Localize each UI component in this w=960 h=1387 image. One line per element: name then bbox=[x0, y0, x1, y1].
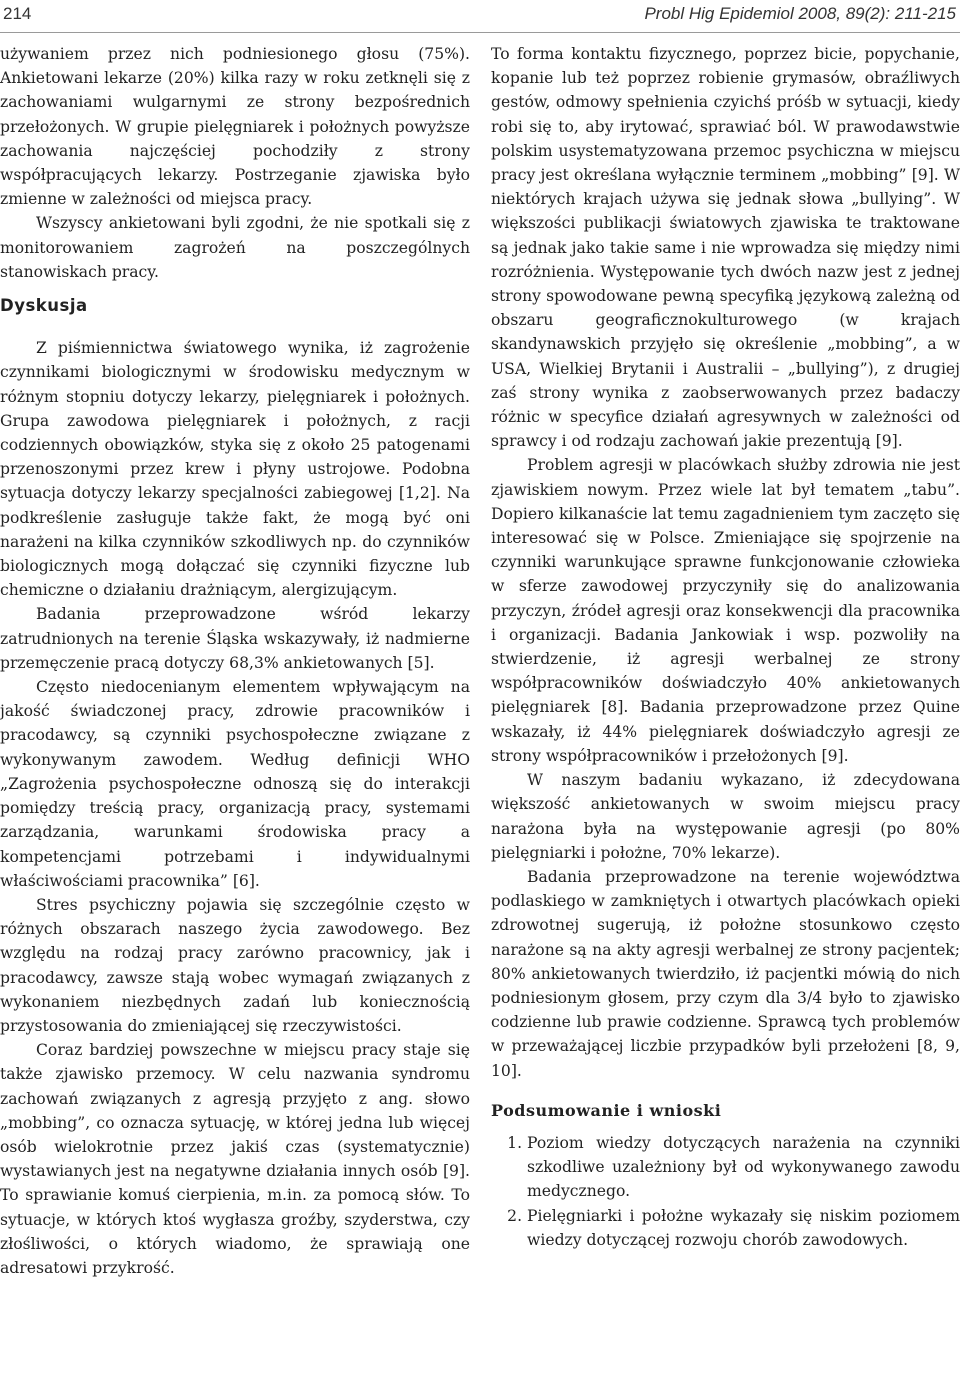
paragraph: Z piśmiennictwa światowego wynika, iż zagrożenie czynnikami biologicznymi w środowisku medycznym w różnym stopniu dotyczy lekarzy, pielęgniarek i położnych. Grupa zawodowa pielęgniarek i położnych, z racji codziennych obowiązków, styka się z około 25 patogenami przenoszonymi przez krew i płyny ustrojowe. Podobna sytuacja dotyczy lekarzy specjalności zabiegowej [1,2]. Na podkreślenie zasługuje także fakt, że mogą być oni narażeni na kilka czynników szkodliwych np. do czynników biologicznych mogą dołączać się czynniki fizyczne lub chemiczne o działaniu drażniącym, alergizującym. bbox=[0, 339, 470, 600]
conclusions-list bbox=[491, 1131, 960, 1252]
paragraph: Często niedocenianym elementem wpływającym na jakość świadczonej pracy, zdrowie pracowników i pracodawcy, są czynniki psychospołeczne związane z wykonywanym zawodem. Według definicji WHO „Zagrożenia psychospołeczne odnoszą się do interakcji pomiędzy treścią pracy, organizacją pracy, systemami zarządzania, warunkami środowiska pracy a kompetencjami potrzebami i indywidualnymi właściwościami pracownika” [6]. bbox=[0, 678, 470, 890]
paragraph: W naszym badaniu wykazano, iż zdecydowana większość ankietowanych w swoim miejscu pracy narażona była na występowanie agresji (po 80% pielęgniarki i położne, 70% lekarze). bbox=[491, 771, 960, 862]
journal-citation: Probl Hig Epidemiol 2008, 89(2): 211-215 bbox=[644, 4, 956, 23]
paragraph: używaniem przez nich podniesionego głosu (75%). Ankietowani lekarze (20%) kilka razy w roku zetknęli się z zachowaniami wulgarnymi ze strony bezpośrednich przełożonych. W grupie pielęgniarek i położnych powyższe zachowania najczęściej pochodziły z strony współpracujących lekarzy. Postrzeganie zjawiska było zmienne w zależności od miejsca pracy. bbox=[0, 45, 470, 209]
paragraph: Wszyscy ankietowani byli zgodni, że nie spotkali się z monitorowaniem zagrożeń na poszczególnych stanowiskach pracy. bbox=[0, 214, 470, 281]
paragraph: To forma kontaktu fizycznego, poprzez bicie, popychanie, kopanie lub też poprzez robienie grymasów, obraźliwych gestów, odmowy spełnienia czyichś próśb w sytuacji, kiedy robi się to, aby irytować, sprawiać ból. W prawodawstwie polskim usystematyzowana przemoc psychiczna w miejscu pracy jest określana wyłącznie terminem „mobbing” [9]. W niektórych krajach używa się jednak słowa „bullying”. W większości publikacji światowych zjawiska te traktowane są jednak jako takie same i nie wprowadza się między nimi rozróżnienia. Występowanie tych dwóch nazw jest z jednej strony spowodowane pewną specyfiką językową zależną od obszaru geograficznokulturowego (w krajach skandynawskich przyjęło się określenie „mobbing”, a w USA, Wielkiej Brytanii i Australii – „bullying”), z drugiej zaś strony wynika z zaobserwowanych przez badaczy różnic w specyfice działań agresywnych w zależności od sprawcy i od rodzaju zachowań jakie prezentują [9]. bbox=[491, 45, 960, 451]
right-column bbox=[491, 42, 960, 1252]
paragraph: Coraz bardziej powszechne w miejscu pracy staje się także zjawisko przemocy. W celu nazwania syndromu zachowań związanych z agresją przyjęto z ang. słowo „mobbing”, co oznacza sytuację, w której jedna lub więcej osób wielokrotnie przez jakiś czas (systematycznie) wystawianych jest na negatywne działania innych osób [9]. To sprawianie komuś cierpienia, m.in. za pomocą słów. To sytuacje, w których ktoś wygłasza groźby, szyderstwa, czy złośliwości, o których wiadomo, że sprawiają one adresatowi przykrość. bbox=[0, 1041, 470, 1277]
paragraph: Stres psychiczny pojawia się szczególnie często w różnych obszarach naszego życia zawodowego. Bez względu na rodzaj pracy zarówno pracownicy, jak i pracodawcy, zawsze stają wobec wymagań związanych z wykonaniem niezbędnych zadań lub koniecznością przystosowania do zmieniającej się rzeczywistości. bbox=[0, 895, 470, 1035]
page-number: 214 bbox=[3, 4, 32, 23]
paragraph: Problem agresji w placówkach służby zdrowia nie jest zjawiskiem nowym. Przez wiele lat był tematem „tabu”. Dopiero kilkanaście lat temu zagadnieniem tym zaczęto się interesować się w Polsce. Zmieniające się spojrzenie na czynniki warunkujące sprawne funkcjonowanie człowieka w sferze zawodowej przyczyniły się do analizowania przyczyn, źródeł agresji oraz konsekwencji dla pracownika i organizacji. Badania Jankowiak i wsp. pozwoliły na stwierdzenie, iż agresji werbalnej ze strony współpracowników doświadczyło 40% ankietowanych pielęgniarek [8]. Badania przeprowadzone przez Quine wskazały, iż 44% pielęgniarek doświadczyło agresji ze strony współpracowników i przełożonych [9]. bbox=[491, 456, 960, 765]
paragraph: Badania przeprowadzone wśród lekarzy zatrudnionych na terenie Śląska wskazywały, iż nadmierne przemęczenie pracą dotyczy 68,3% ankietowanych [5]. bbox=[0, 605, 470, 672]
section-heading-conclusions: Podsumowanie i wnioski bbox=[491, 1100, 722, 1120]
list-item: 1. Poziom wiedzy dotyczących narażenia na czynniki szkodliwe uzależniony był od wykonywanego zawodu medycznego. bbox=[527, 1131, 960, 1204]
running-header bbox=[0, 0, 960, 33]
paragraph: Badania przeprowadzone na terenie województwa podlaskiego w zamkniętych i otwartych placówkach opieki zdrowotnej sugerują, iż położne stosunkowo często narażone są na akty agresji werbalnej ze strony pacjentek; 80% ankietowanych twierdziło, iż pacjentki mówią do nich podniesionym głosem, przy czym dla 3/4 było to zjawisko codzienne lub prawie codzienne. Sprawcą tych problemów w przeważającej liczbie przypadków byli przełożeni [8, 9, 10]. bbox=[491, 867, 960, 1080]
section-heading-discussion: Dyskusja bbox=[0, 296, 88, 316]
left-column bbox=[0, 42, 470, 1280]
list-item: 2. Pielęgniarki i położne wykazały się niskim poziomem wiedzy dotyczącej rozwoju chorób zawodowych. bbox=[527, 1204, 960, 1252]
